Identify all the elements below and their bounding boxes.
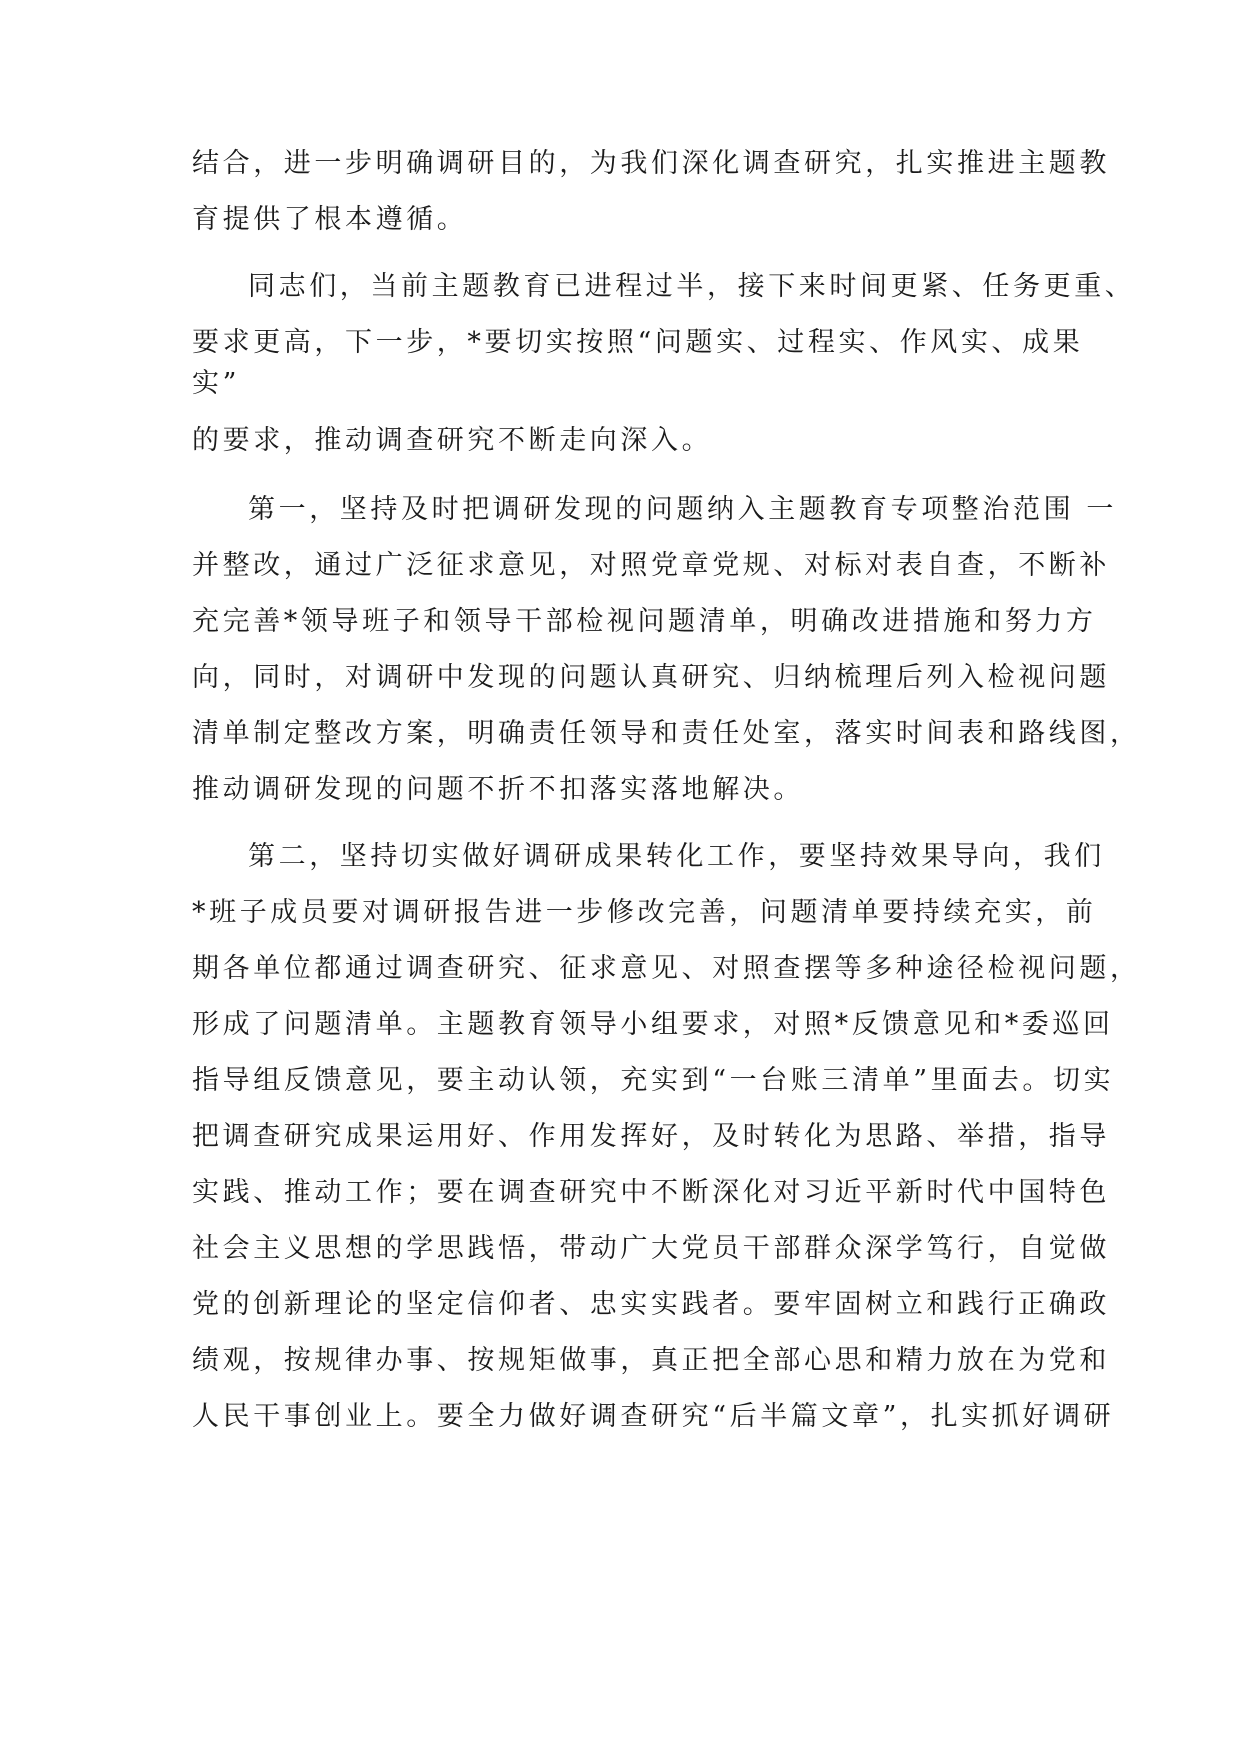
body-text-line: 指导组反馈意见，要主动认领，充实到“一台账三清单”里面去。切实 xyxy=(192,1065,1115,1096)
body-text-line: 并整改，通过广泛征求意见，对照党章党规、对标对表自查，不断补 xyxy=(192,550,1110,581)
body-text-line: 形成了问题清单。主题教育领导小组要求，对照*反馈意见和*委巡回 xyxy=(192,1009,1114,1040)
body-text-line: 绩观，按规律办事、按规矩做事，真正把全部心思和精力放在为党和 xyxy=(192,1345,1110,1376)
paragraph-first-line: 第二，坚持切实做好调研成果转化工作，要坚持效果导向，我们 xyxy=(248,841,1105,872)
body-text-line: 清单制定整改方案，明确责任领导和责任处室，落实时间表和路线图， xyxy=(192,718,1141,749)
body-text-line: 的要求，推动调查研究不断走向深入。 xyxy=(192,425,713,456)
body-text-line: 实” xyxy=(192,368,241,399)
body-text-line: 要求更高，下一步，*要切实按照“问题实、过程实、作风实、成果 xyxy=(192,327,1084,358)
body-text-line: 党的创新理论的坚定信仰者、忠实实践者。要牢固树立和践行正确政 xyxy=(192,1289,1110,1320)
body-text-line: 向，同时，对调研中发现的问题认真研究、归纳梳理后列入检视问题 xyxy=(192,662,1110,693)
body-text-line: 充完善*领导班子和领导干部检视问题清单，明确改进措施和努力方 xyxy=(192,606,1097,637)
body-text-line: 人民干事创业上。要全力做好调查研究“后半篇文章”，扎实抓好调研 xyxy=(192,1401,1115,1432)
body-text-line: 期各单位都通过调查研究、征求意见、对照查摆等多种途径检视问题， xyxy=(192,953,1141,984)
paragraph-first-line: 同志们，当前主题教育已进程过半，接下来时间更紧、任务更重、 xyxy=(248,271,1136,302)
body-text-line: 社会主义思想的学思践悟，带动广大党员干部群众深学笃行，自觉做 xyxy=(192,1233,1110,1264)
body-text-line: 推动调研发现的问题不折不扣落实落地解决。 xyxy=(192,774,804,805)
body-text-line: 结合，进一步明确调研目的，为我们深化调查研究，扎实推进主题教 xyxy=(192,148,1110,179)
body-text-line: 实践、推动工作；要在调查研究中不断深化对习近平新时代中国特色 xyxy=(192,1177,1110,1208)
body-text-line: 育提供了根本遵循。 xyxy=(192,204,468,235)
paragraph-first-line: 第一，坚持及时把调研发现的问题纳入主题教育专项整治范围 一 xyxy=(248,494,1117,525)
body-text-line: 把调查研究成果运用好、作用发挥好，及时转化为思路、举措，指导 xyxy=(192,1121,1110,1152)
body-text-line: *班子成员要对调研报告进一步修改完善，问题清单要持续充实，前 xyxy=(192,897,1097,928)
